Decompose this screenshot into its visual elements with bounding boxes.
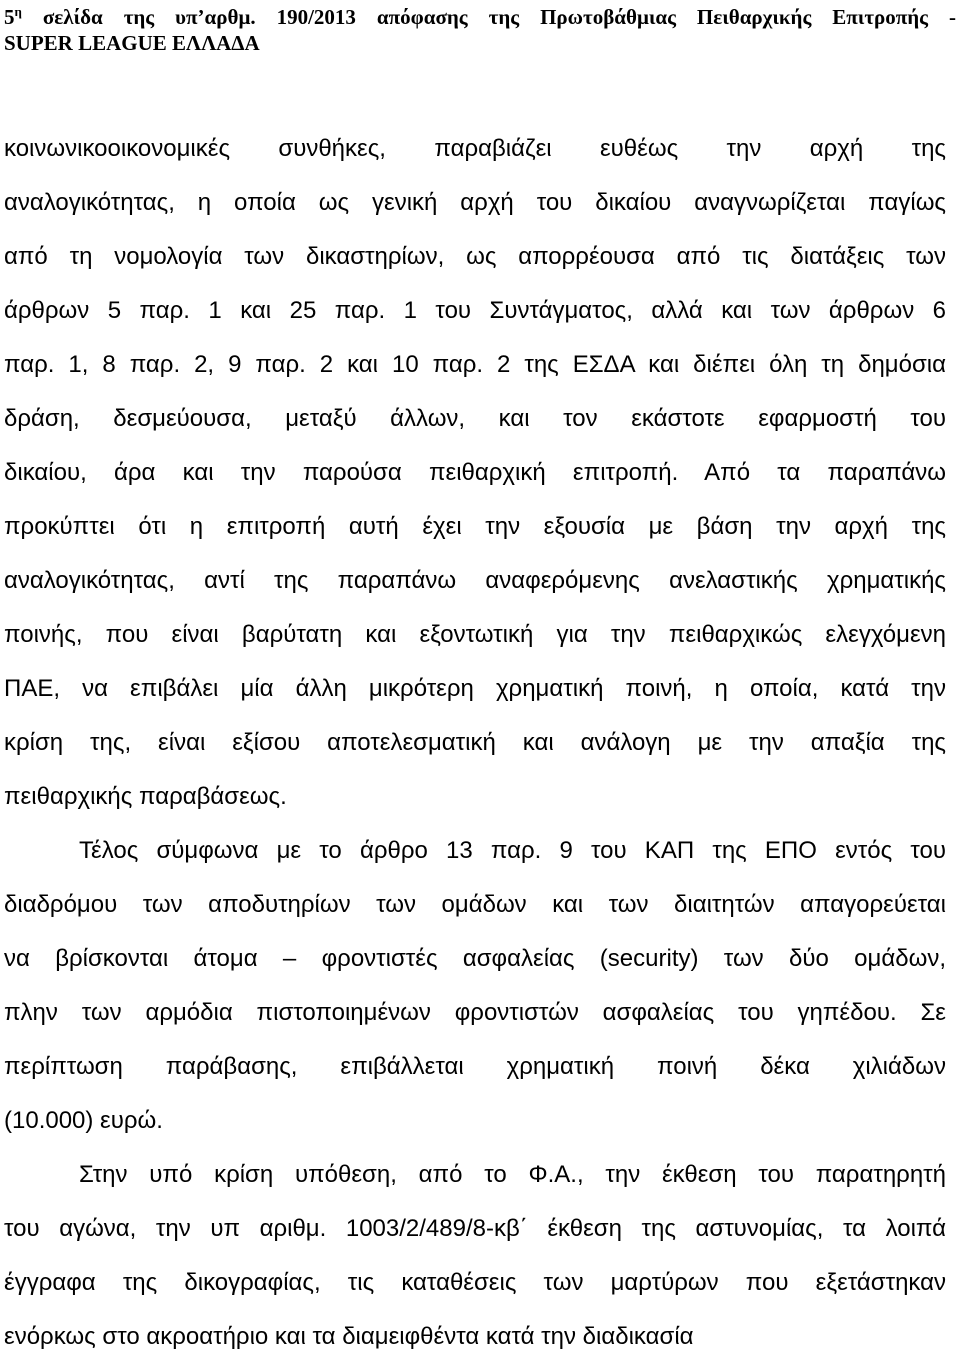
body-line: άρθρων 5 παρ. 1 και 25 παρ. 1 του Συντάγματος, αλλά και των άρθρων 6: [4, 297, 946, 324]
page-header: [4, 4, 956, 56]
body-line: από τη νομολογία των δικαστηρίων, ως απορρέουσα από τις διατάξεις των: [4, 243, 946, 270]
body-line: προκύπτει ότι η επιτροπή αυτή έχει την εξουσία με βάση την αρχή της: [4, 513, 946, 540]
body-line: έγγραφα της δικογραφίας, τις καταθέσεις των μαρτύρων που εξετάστηκαν: [4, 1269, 946, 1296]
body-line: πειθαρχικής παραβάσεως.: [4, 783, 287, 810]
page-number: 5: [4, 5, 15, 29]
body-line: κρίση της, είναι εξίσου αποτελεσματική και ανάλογη με την απαξία της: [4, 729, 946, 756]
header-line-2: SUPER LEAGUE ΕΛΛΑΔΑ: [4, 31, 260, 55]
body-line: ποινής, που είναι βαρύτατη και εξοντωτική για την πειθαρχικώς ελεγχόμενη: [4, 621, 946, 648]
body-line: να βρίσκονται άτομα – φροντιστές ασφαλείας (security) των δύο ομάδων,: [4, 945, 946, 972]
body-line: αναλογικότητας, η οποία ως γενική αρχή του δικαίου αναγνωρίζεται παγίως: [4, 189, 946, 216]
body-line: κοινωνικοοικονομικές συνθήκες, παραβιάζει ευθέως την αρχή της: [4, 135, 946, 162]
body-line: δράση, δεσμεύουσα, μεταξύ άλλων, και τον εκάστοτε εφαρμοστή του: [4, 405, 946, 432]
body-line: πλην των αρμόδια πιστοποιημένων φροντιστών ασφαλείας του γηπέδου. Σε: [4, 999, 946, 1026]
header-line-1-text: σελίδα της υπ’αρθμ. 190/2013 απόφασης της Πρωτοβάθμιας Πειθαρχικής Επιτροπής -: [21, 5, 956, 29]
body-line: διαδρόμου των αποδυτηρίων των ομάδων και των διαιτητών απαγορεύεται: [4, 891, 946, 918]
body-line: Στην υπό κρίση υπόθεση, από το Φ.Α., την έκθεση του παρατηρητή: [79, 1161, 946, 1188]
body-line: (10.000) ευρώ.: [4, 1107, 163, 1134]
body-line: παρ. 1, 8 παρ. 2, 9 παρ. 2 και 10 παρ. 2 της ΕΣΔΑ και διέπει όλη τη δημόσια: [4, 351, 946, 378]
body-line: αναλογικότητας, αντί της παραπάνω αναφερόμενης ανελαστικής χρηματικής: [4, 567, 946, 594]
body-line: ΠΑΕ, να επιβάλει μία άλλη μικρότερη χρηματική ποινή, η οποία, κατά την: [4, 675, 946, 702]
body-line: Τέλος σύμφωνα με το άρθρο 13 παρ. 9 του ΚΑΠ της ΕΠΟ εντός του: [79, 837, 946, 864]
body-line: του αγώνα, την υπ αριθμ. 1003/2/489/8-κβ΄ έκθεση της αστυνομίας, τα λοιπά: [4, 1215, 946, 1242]
body-line: δικαίου, άρα και την παρούσα πειθαρχική επιτροπή. Από τα παραπάνω: [4, 459, 946, 486]
page-number-suffix: η: [14, 4, 22, 19]
header-line-1: [4, 4, 956, 30]
document-body: [4, 128, 946, 1370]
body-line: ενόρκως στο ακροατήριο και τα διαμειφθέντα κατά την διαδικασία: [4, 1323, 694, 1350]
body-line: περίπτωση παράβασης, επιβάλλεται χρηματική ποινή δέκα χιλιάδων: [4, 1053, 946, 1080]
